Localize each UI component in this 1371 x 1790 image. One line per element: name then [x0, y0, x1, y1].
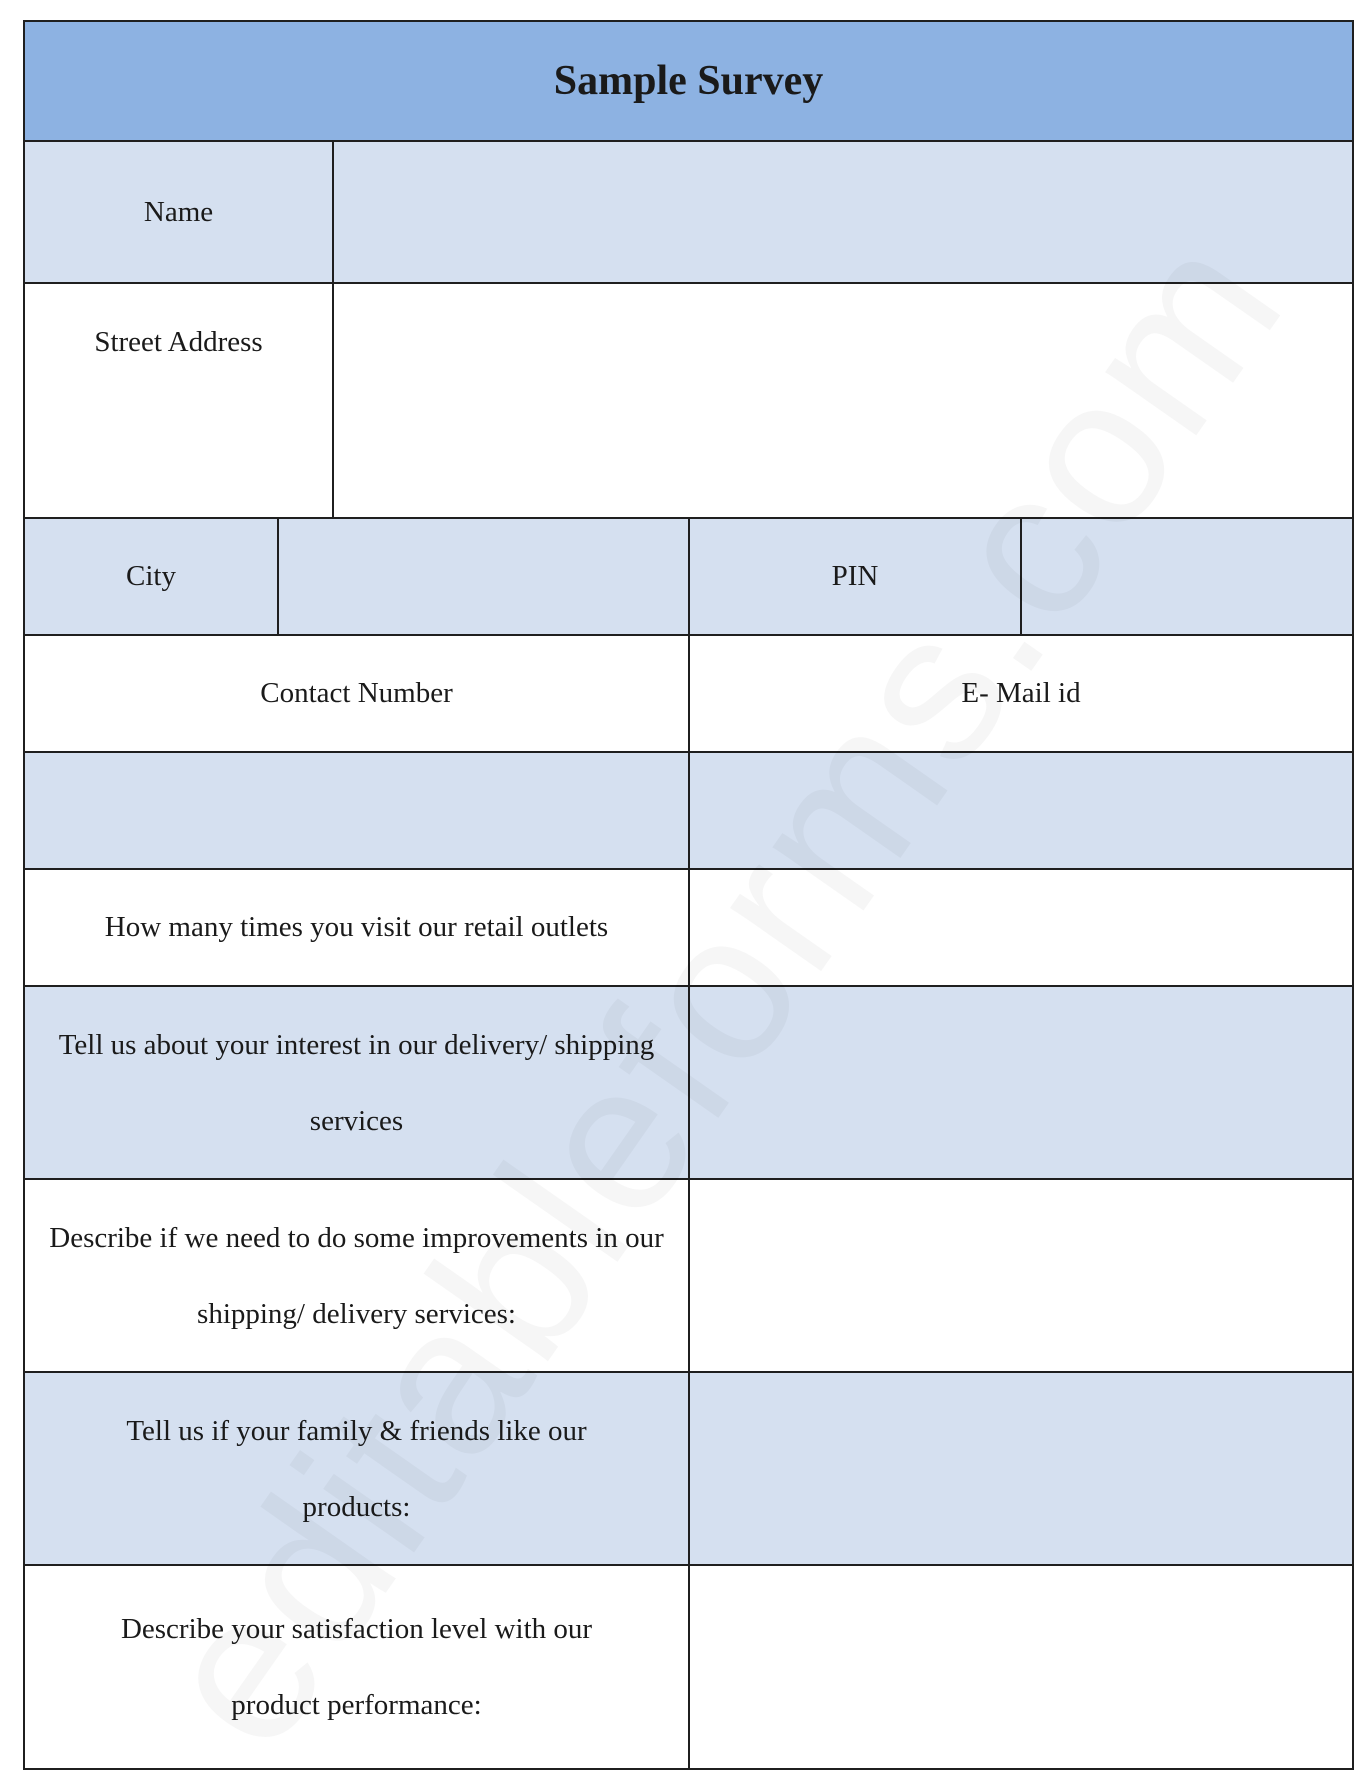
question-label: Describe if we need to do some improvements in our shipping/ delivery services:	[49, 1221, 664, 1330]
name-field[interactable]	[332, 142, 1352, 282]
city-label: City	[126, 560, 176, 592]
form-title: Sample Survey	[25, 22, 1352, 140]
email-field[interactable]	[688, 753, 1352, 868]
contact-email-label-row	[25, 634, 1352, 751]
pin-field[interactable]	[1020, 519, 1352, 634]
question-row	[25, 868, 1352, 985]
survey-form	[23, 20, 1354, 1770]
answer-field[interactable]	[688, 1566, 1352, 1768]
contact-number-label: Contact Number	[260, 677, 453, 709]
answer-field[interactable]	[688, 987, 1352, 1178]
question-row	[25, 985, 1352, 1178]
question-label: Describe your satisfaction level with our product performance:	[120, 1613, 593, 1721]
question-label: How many times you visit our retail outlets	[104, 911, 609, 943]
name-label: Name	[143, 195, 214, 228]
question-row	[25, 1178, 1352, 1371]
city-pin-row	[25, 517, 1352, 634]
name-row	[25, 140, 1352, 282]
question-row	[25, 1371, 1352, 1564]
question-label: Tell us if your family & friends like our products:	[126, 1414, 587, 1523]
contact-email-field-row	[25, 751, 1352, 868]
city-field[interactable]	[277, 519, 688, 634]
street-address-label: Street Address	[94, 326, 263, 358]
answer-field[interactable]	[688, 870, 1352, 985]
answer-field[interactable]	[688, 1373, 1352, 1564]
answer-field[interactable]	[688, 1180, 1352, 1371]
question-row	[25, 1564, 1352, 1768]
street-address-field[interactable]	[332, 284, 1352, 517]
contact-number-field[interactable]	[25, 753, 688, 868]
email-label: E- Mail id	[688, 636, 1352, 751]
pin-label: PIN	[688, 519, 1020, 634]
street-address-row	[25, 282, 1352, 517]
question-label: Tell us about your interest in our delivery/ shipping services	[58, 1028, 655, 1137]
